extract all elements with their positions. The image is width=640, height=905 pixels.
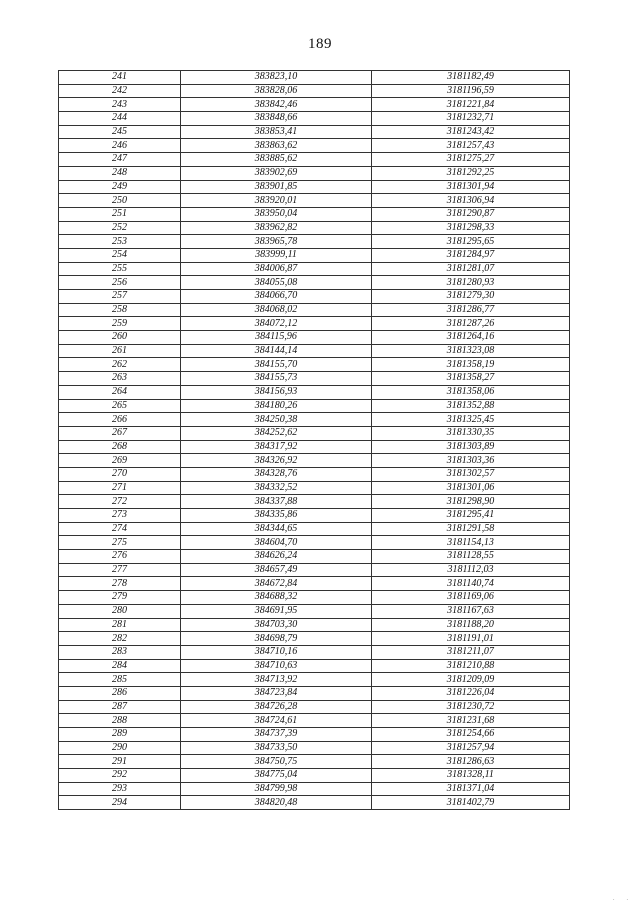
x-coordinate-cell: 383901,85 [181, 180, 372, 194]
point-number-cell: 248 [59, 166, 181, 180]
table-row [59, 536, 570, 550]
x-coordinate-cell: 383853,41 [181, 125, 372, 139]
table-row [59, 166, 570, 180]
y-coordinate-cell: 3181295,65 [372, 235, 570, 249]
x-coordinate-cell: 384250,38 [181, 413, 372, 427]
y-coordinate-cell: 3181169,06 [372, 591, 570, 605]
y-coordinate-cell: 3181303,89 [372, 440, 570, 454]
y-coordinate-cell: 3181330,35 [372, 426, 570, 440]
point-number-cell: 245 [59, 125, 181, 139]
point-number-cell: 253 [59, 235, 181, 249]
table-row [59, 440, 570, 454]
x-coordinate-cell: 384733,50 [181, 741, 372, 755]
table-row [59, 71, 570, 85]
point-number-cell: 279 [59, 591, 181, 605]
table-row [59, 221, 570, 235]
table-row [59, 153, 570, 167]
x-coordinate-cell: 384723,84 [181, 686, 372, 700]
x-coordinate-cell: 384317,92 [181, 440, 372, 454]
y-coordinate-cell: 3181306,94 [372, 194, 570, 208]
x-coordinate-cell: 384332,52 [181, 481, 372, 495]
y-coordinate-cell: 3181286,77 [372, 303, 570, 317]
y-coordinate-cell: 3181221,84 [372, 98, 570, 112]
point-number-cell: 282 [59, 632, 181, 646]
point-number-cell: 249 [59, 180, 181, 194]
y-coordinate-cell: 3181295,41 [372, 509, 570, 523]
x-coordinate-cell: 383848,66 [181, 112, 372, 126]
y-coordinate-cell: 3181188,20 [372, 618, 570, 632]
x-coordinate-cell: 384737,39 [181, 728, 372, 742]
y-coordinate-cell: 3181298,33 [372, 221, 570, 235]
x-coordinate-cell: 384155,73 [181, 372, 372, 386]
table-row [59, 495, 570, 509]
point-number-cell: 256 [59, 276, 181, 290]
x-coordinate-cell: 384703,30 [181, 618, 372, 632]
x-coordinate-cell: 384337,88 [181, 495, 372, 509]
x-coordinate-cell: 383950,04 [181, 207, 372, 221]
point-number-cell: 241 [59, 71, 181, 85]
y-coordinate-cell: 3181292,25 [372, 166, 570, 180]
y-coordinate-cell: 3181352,88 [372, 399, 570, 413]
table-row [59, 399, 570, 413]
point-number-cell: 270 [59, 467, 181, 481]
x-coordinate-cell: 383999,11 [181, 248, 372, 262]
point-number-cell: 250 [59, 194, 181, 208]
table-row [59, 632, 570, 646]
y-coordinate-cell: 3181275,27 [372, 153, 570, 167]
x-coordinate-cell: 384155,70 [181, 358, 372, 372]
table-row [59, 755, 570, 769]
y-coordinate-cell: 3181301,06 [372, 481, 570, 495]
point-number-cell: 287 [59, 700, 181, 714]
y-coordinate-cell: 3181231,68 [372, 714, 570, 728]
point-number-cell: 258 [59, 303, 181, 317]
point-number-cell: 271 [59, 481, 181, 495]
x-coordinate-cell: 384156,93 [181, 385, 372, 399]
point-number-cell: 294 [59, 796, 181, 810]
x-coordinate-cell: 384713,92 [181, 673, 372, 687]
y-coordinate-cell: 3181323,08 [372, 344, 570, 358]
y-coordinate-cell: 3181182,49 [372, 71, 570, 85]
y-coordinate-cell: 3181402,79 [372, 796, 570, 810]
table-row [59, 522, 570, 536]
x-coordinate-cell: 384710,63 [181, 659, 372, 673]
table-row [59, 344, 570, 358]
point-number-cell: 281 [59, 618, 181, 632]
point-number-cell: 242 [59, 84, 181, 98]
table-row [59, 303, 570, 317]
x-coordinate-cell: 384672,84 [181, 577, 372, 591]
y-coordinate-cell: 3181243,42 [372, 125, 570, 139]
y-coordinate-cell: 3181154,13 [372, 536, 570, 550]
x-coordinate-cell: 383965,78 [181, 235, 372, 249]
point-number-cell: 244 [59, 112, 181, 126]
point-number-cell: 257 [59, 290, 181, 304]
x-coordinate-cell: 384604,70 [181, 536, 372, 550]
table-row [59, 139, 570, 153]
y-coordinate-cell: 3181209,09 [372, 673, 570, 687]
table-row [59, 481, 570, 495]
point-number-cell: 292 [59, 769, 181, 783]
table-row [59, 235, 570, 249]
point-number-cell: 255 [59, 262, 181, 276]
table-row [59, 467, 570, 481]
point-number-cell: 274 [59, 522, 181, 536]
table-row [59, 385, 570, 399]
x-coordinate-cell: 383863,62 [181, 139, 372, 153]
table-row [59, 454, 570, 468]
table-row [59, 769, 570, 783]
table-row [59, 591, 570, 605]
x-coordinate-cell: 384180,26 [181, 399, 372, 413]
point-number-cell: 272 [59, 495, 181, 509]
point-number-cell: 276 [59, 550, 181, 564]
x-coordinate-cell: 383828,06 [181, 84, 372, 98]
x-coordinate-cell: 384144,14 [181, 344, 372, 358]
point-number-cell: 260 [59, 331, 181, 345]
table-row [59, 262, 570, 276]
y-coordinate-cell: 3181325,45 [372, 413, 570, 427]
table-row [59, 112, 570, 126]
table-row [59, 413, 570, 427]
table-row [59, 550, 570, 564]
x-coordinate-cell: 383920,01 [181, 194, 372, 208]
footer-marks: . . [613, 896, 628, 902]
x-coordinate-cell: 383885,62 [181, 153, 372, 167]
point-number-cell: 246 [59, 139, 181, 153]
x-coordinate-cell: 384820,48 [181, 796, 372, 810]
y-coordinate-cell: 3181128,55 [372, 550, 570, 564]
y-coordinate-cell: 3181302,57 [372, 467, 570, 481]
y-coordinate-cell: 3181301,94 [372, 180, 570, 194]
point-number-cell: 269 [59, 454, 181, 468]
table-row [59, 180, 570, 194]
x-coordinate-cell: 384066,70 [181, 290, 372, 304]
x-coordinate-cell: 384710,16 [181, 645, 372, 659]
y-coordinate-cell: 3181358,06 [372, 385, 570, 399]
x-coordinate-cell: 384799,98 [181, 782, 372, 796]
point-number-cell: 254 [59, 248, 181, 262]
y-coordinate-cell: 3181112,03 [372, 563, 570, 577]
y-coordinate-cell: 3181284,97 [372, 248, 570, 262]
x-coordinate-cell: 384344,65 [181, 522, 372, 536]
table-row [59, 782, 570, 796]
table-row [59, 645, 570, 659]
table-row [59, 796, 570, 810]
point-number-cell: 266 [59, 413, 181, 427]
point-number-cell: 264 [59, 385, 181, 399]
point-number-cell: 247 [59, 153, 181, 167]
point-number-cell: 261 [59, 344, 181, 358]
point-number-cell: 283 [59, 645, 181, 659]
y-coordinate-cell: 3181290,87 [372, 207, 570, 221]
point-number-cell: 278 [59, 577, 181, 591]
point-number-cell: 243 [59, 98, 181, 112]
x-coordinate-cell: 384691,95 [181, 604, 372, 618]
x-coordinate-cell: 384328,76 [181, 467, 372, 481]
y-coordinate-cell: 3181191,01 [372, 632, 570, 646]
point-number-cell: 252 [59, 221, 181, 235]
y-coordinate-cell: 3181196,59 [372, 84, 570, 98]
table-row [59, 618, 570, 632]
x-coordinate-cell: 384006,87 [181, 262, 372, 276]
y-coordinate-cell: 3181358,27 [372, 372, 570, 386]
y-coordinate-cell: 3181226,04 [372, 686, 570, 700]
y-coordinate-cell: 3181140,74 [372, 577, 570, 591]
y-coordinate-cell: 3181257,43 [372, 139, 570, 153]
x-coordinate-cell: 383902,69 [181, 166, 372, 180]
table-row [59, 358, 570, 372]
y-coordinate-cell: 3181287,26 [372, 317, 570, 331]
point-number-cell: 265 [59, 399, 181, 413]
y-coordinate-cell: 3181291,58 [372, 522, 570, 536]
coordinates-table-body [59, 71, 570, 810]
table-row [59, 207, 570, 221]
x-coordinate-cell: 384068,02 [181, 303, 372, 317]
x-coordinate-cell: 384055,08 [181, 276, 372, 290]
table-row [59, 372, 570, 386]
coordinates-table [58, 70, 570, 810]
point-number-cell: 285 [59, 673, 181, 687]
y-coordinate-cell: 3181232,71 [372, 112, 570, 126]
x-coordinate-cell: 384726,28 [181, 700, 372, 714]
y-coordinate-cell: 3181211,07 [372, 645, 570, 659]
x-coordinate-cell: 383842,46 [181, 98, 372, 112]
y-coordinate-cell: 3181286,63 [372, 755, 570, 769]
table-row [59, 125, 570, 139]
table-row [59, 317, 570, 331]
x-coordinate-cell: 383823,10 [181, 71, 372, 85]
table-row [59, 714, 570, 728]
y-coordinate-cell: 3181230,72 [372, 700, 570, 714]
point-number-cell: 275 [59, 536, 181, 550]
y-coordinate-cell: 3181371,04 [372, 782, 570, 796]
y-coordinate-cell: 3181298,90 [372, 495, 570, 509]
point-number-cell: 268 [59, 440, 181, 454]
table-row [59, 98, 570, 112]
point-number-cell: 259 [59, 317, 181, 331]
y-coordinate-cell: 3181279,30 [372, 290, 570, 304]
x-coordinate-cell: 384626,24 [181, 550, 372, 564]
point-number-cell: 251 [59, 207, 181, 221]
y-coordinate-cell: 3181303,36 [372, 454, 570, 468]
table-row [59, 604, 570, 618]
x-coordinate-cell: 383962,82 [181, 221, 372, 235]
table-row [59, 700, 570, 714]
table-row [59, 331, 570, 345]
table-row [59, 509, 570, 523]
y-coordinate-cell: 3181254,66 [372, 728, 570, 742]
y-coordinate-cell: 3181210,88 [372, 659, 570, 673]
x-coordinate-cell: 384688,32 [181, 591, 372, 605]
x-coordinate-cell: 384724,61 [181, 714, 372, 728]
table-row [59, 741, 570, 755]
table-row [59, 577, 570, 591]
x-coordinate-cell: 384252,62 [181, 426, 372, 440]
x-coordinate-cell: 384115,96 [181, 331, 372, 345]
x-coordinate-cell: 384750,75 [181, 755, 372, 769]
table-row [59, 84, 570, 98]
table-row [59, 290, 570, 304]
point-number-cell: 262 [59, 358, 181, 372]
y-coordinate-cell: 3181264,16 [372, 331, 570, 345]
x-coordinate-cell: 384698,79 [181, 632, 372, 646]
table-row [59, 659, 570, 673]
table-row [59, 686, 570, 700]
page-number: 189 [308, 36, 332, 52]
y-coordinate-cell: 3181328,11 [372, 769, 570, 783]
y-coordinate-cell: 3181358,19 [372, 358, 570, 372]
y-coordinate-cell: 3181281,07 [372, 262, 570, 276]
y-coordinate-cell: 3181167,63 [372, 604, 570, 618]
x-coordinate-cell: 384775,04 [181, 769, 372, 783]
point-number-cell: 284 [59, 659, 181, 673]
table-row [59, 673, 570, 687]
table-row [59, 563, 570, 577]
table-row [59, 248, 570, 262]
point-number-cell: 289 [59, 728, 181, 742]
point-number-cell: 291 [59, 755, 181, 769]
x-coordinate-cell: 384657,49 [181, 563, 372, 577]
point-number-cell: 267 [59, 426, 181, 440]
point-number-cell: 286 [59, 686, 181, 700]
point-number-cell: 280 [59, 604, 181, 618]
point-number-cell: 288 [59, 714, 181, 728]
table-row [59, 426, 570, 440]
table-row [59, 728, 570, 742]
x-coordinate-cell: 384072,12 [181, 317, 372, 331]
point-number-cell: 273 [59, 509, 181, 523]
y-coordinate-cell: 3181280,93 [372, 276, 570, 290]
point-number-cell: 290 [59, 741, 181, 755]
x-coordinate-cell: 384335,86 [181, 509, 372, 523]
point-number-cell: 263 [59, 372, 181, 386]
point-number-cell: 277 [59, 563, 181, 577]
x-coordinate-cell: 384326,92 [181, 454, 372, 468]
y-coordinate-cell: 3181257,94 [372, 741, 570, 755]
table-row [59, 276, 570, 290]
point-number-cell: 293 [59, 782, 181, 796]
table-row [59, 194, 570, 208]
